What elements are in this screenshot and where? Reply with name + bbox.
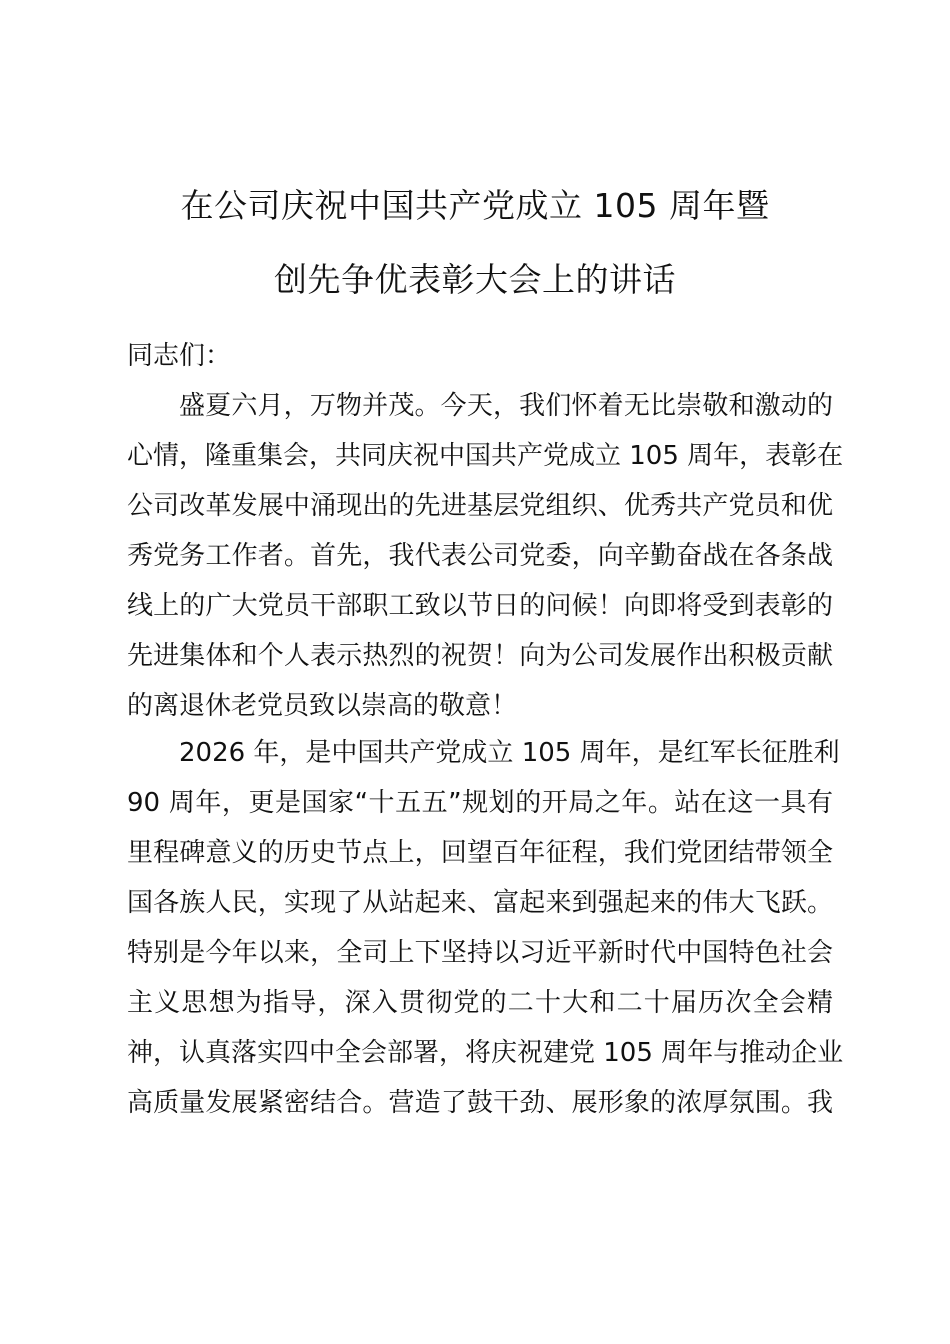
paragraph-2-line-3: 里程碑意义的历史节点上，回望百年征程，我们党团结带领全 xyxy=(127,838,833,868)
paragraph-2-line-5: 特别是今年以来，全司上下坚持以习近平新时代中国特色社会 xyxy=(127,938,833,968)
paragraph-1-line-7: 的离退休老党员致以崇高的敬意！ xyxy=(127,691,518,721)
document-title-line-2: 创先争优表彰大会上的讲话 xyxy=(274,260,676,299)
paragraph-1-line-1: 盛夏六月，万物并茂。今天，我们怀着无比崇敬和激动的 xyxy=(179,391,833,421)
paragraph-1 xyxy=(127,381,844,731)
paragraph-1-line-2: 心情，隆重集会，共同庆祝中国共产党成立 105 周年，表彰在 xyxy=(127,441,844,471)
paragraph-2-line-2: 90 周年，更是国家“十五五”规划的开局之年。站在这一具有 xyxy=(127,788,833,818)
paragraph-2-line-4: 国各族人民，实现了从站起来、富起来到强起来的伟大飞跃。 xyxy=(127,888,833,918)
paragraph-1-line-3: 公司改革发展中涌现出的先进基层党组织、优秀共产党员和优 xyxy=(127,491,833,521)
paragraph-2 xyxy=(127,728,844,1128)
paragraph-2-line-1: 2026 年，是中国共产党成立 105 周年，是红军长征胜利 xyxy=(179,738,840,768)
document-title-line-1: 在公司庆祝中国共产党成立 105 周年暨 xyxy=(180,186,770,225)
paragraph-2-line-7: 神，认真落实四中全会部署，将庆祝建党 105 周年与推动企业 xyxy=(127,1038,844,1068)
paragraph-1-line-5: 线上的广大党员干部职工致以节日的问候！向即将受到表彰的 xyxy=(127,591,833,621)
salutation: 同志们： xyxy=(127,341,232,371)
paragraph-1-line-4: 秀党务工作者。首先，我代表公司党委，向辛勤奋战在各条战 xyxy=(127,541,833,571)
paragraph-2-line-8: 高质量发展紧密结合。营造了鼓干劲、展形象的浓厚氛围。我 xyxy=(127,1088,833,1118)
paragraph-1-line-6: 先进集体和个人表示热烈的祝贺！向为公司发展作出积极贡献 xyxy=(127,641,833,671)
paragraph-2-line-6: 主义思想为指导，深入贯彻党的二十大和二十届历次全会精 xyxy=(127,988,833,1018)
